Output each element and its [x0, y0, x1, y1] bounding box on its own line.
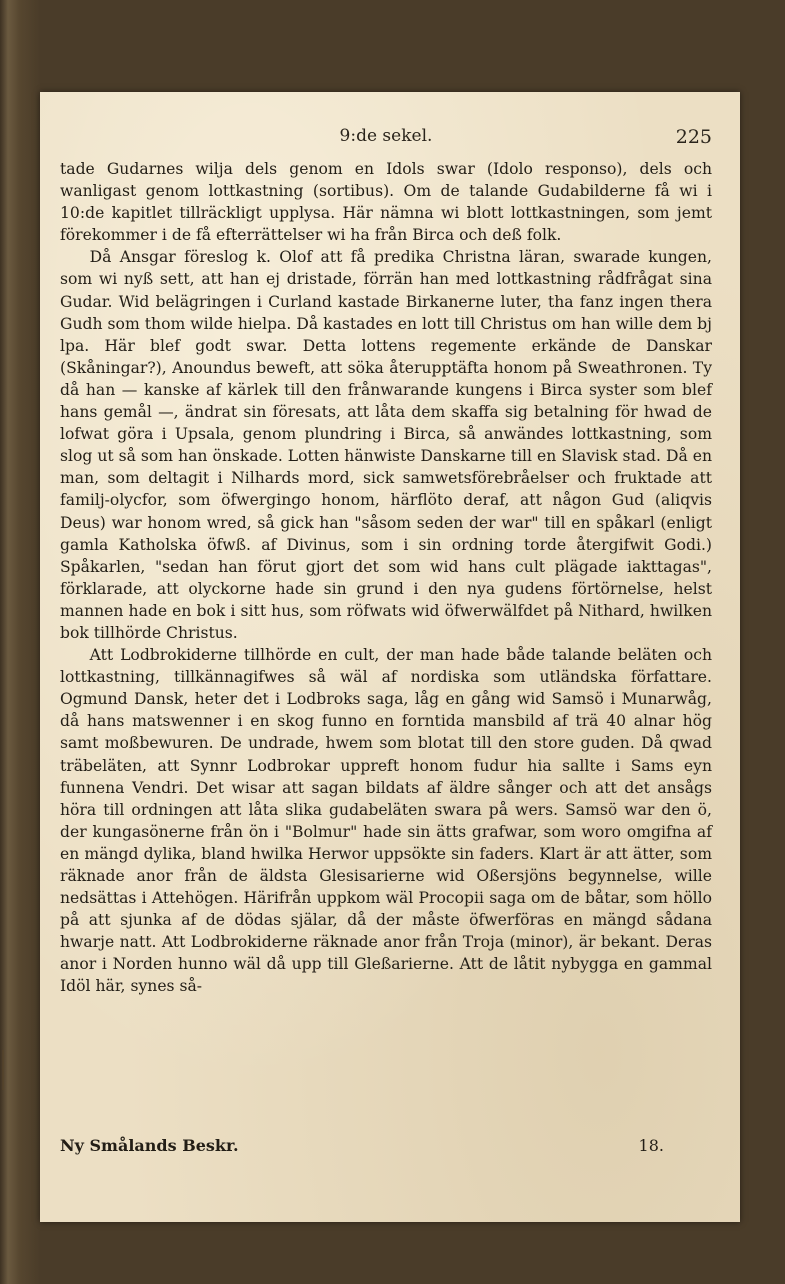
sheet-number: 18. — [638, 1136, 664, 1155]
paragraph-3: Att Lodbrokiderne tillhörde en cult, der man hade både talande beläten och lottkastning, tillkännagifwes så wäl af nordiska som utländska författare. Ogmund Dansk, heter det i Lodbroks saga, låg en gång wid Samsö i Munarwåg, då hans matswenner i en skog funno en forntida mansbild af trä 40 alnar hög samt moßbewuren. De undrade, hwem som blotat till den store guden. Då qwad träbeläten, att Synnr Lodbrokar uppreft honom fudur hia sallte i Sams eyn funnena Vendri. Det wisar att sagan bildats af äldre sånger och att det ansågs höra till ordningen att låta slika gudabeläten swara på wers. Samsö war den ö, der kungasönerne från ön i "Bolmur" hade sin ätts grafwar, som woro omgifna af en mängd dylika, bland hwilka Herwor uppsökte sin faders. Klart är att ätter, som räknade anor från de äldsta Glesisarierne wid Oßersjöns begynnelse, wille nedsättas i Attehögen. Härifrån uppkom wäl Procopii saga om de båtar, som höllo på att sjunka af de dödas själar, då der måste öfwerföras en mängd sådana hwarje natt. Att Lodbrokiderne räknade anor från Troja (minor), är bekant. Deras anor i Norden hunno wäl då upp till Gleßarierne. Att de låtit nybygga en gammal Idöl här, synes så- — [60, 646, 712, 996]
page-footer — [60, 1136, 712, 1160]
body-text — [60, 158, 712, 998]
book-page — [40, 92, 740, 1222]
paragraph-2: Då Ansgar föreslog k. Olof att få predika Christna läran, swarade kungen, som wi nyß sett, att han ej dristade, förrän han med lottkastning rådfrågat sina Gudar. Wid belägringen i Curland kastade Birkanerne luter, tha fanz ingen thera Gudh som thom wilde hielpa. Då kastades en lott till Christus om han wille dem bj lpa. Här blef godt swar. Detta lottens regemente erkände de Danskar (Skåningar?), Anoundus beweft, att söka återupptäfta honom på Sweathronen. Ty då han — kanske af kärlek till den frånwarande kungens i Birca syster som blef hans gemål —, ändrat sin föresats, att låta dem skaffa sig betalning för hwad de lofwat göra i Upsala, genom plundring i Birca, så anwändes lottkastning, som slog ut så som han önskade. Lotten hänwiste Danskarne till en Slavisk stad. Då en man, som deltagit i Nilhards mord, sick samwetsförebråelser och fruktade att familj-olycfor, som öfwergingo honom, härflöto deraf, att någon Gud (aliqvis Deus) war honom wred, så gick han "såsom seden der war" till en spåkarl (enligt gamla Katholska öfwß. af Divinus, som i sin ordning torde återgifwit Godi.) Spåkarlen, "sedan han förut gjort det som wid hans cult plägade iakttagas", förklarade, att olyckorne hade sin grund i den nya gudens förtörnelse, helst mannen hade en bok i sitt hus, som röfwats wid öfwerwälfdet på Nithard, hwilken bok tillhörde Christus. — [60, 248, 712, 642]
paragraph-1: tade Gudarnes wilja dels genom en Idols swar (Idolo responso), dels och wanligast genom lottkastning (sortibus). Om de talande Gudabilderne få wi i 10:de kapitlet tillräckligt upplysa. Här nämna wi blott lottkastningen, som jemt förekommer i de få efterrättelser wi ha från Birca och deß folk. — [60, 160, 712, 245]
page-header — [60, 126, 712, 152]
printer-signature: Ny Smålands Beskr. — [60, 1136, 239, 1155]
page-number: 225 — [675, 126, 712, 148]
binding-edge-mark — [2, 1050, 14, 1090]
running-head: 9:de sekel. — [339, 126, 433, 146]
